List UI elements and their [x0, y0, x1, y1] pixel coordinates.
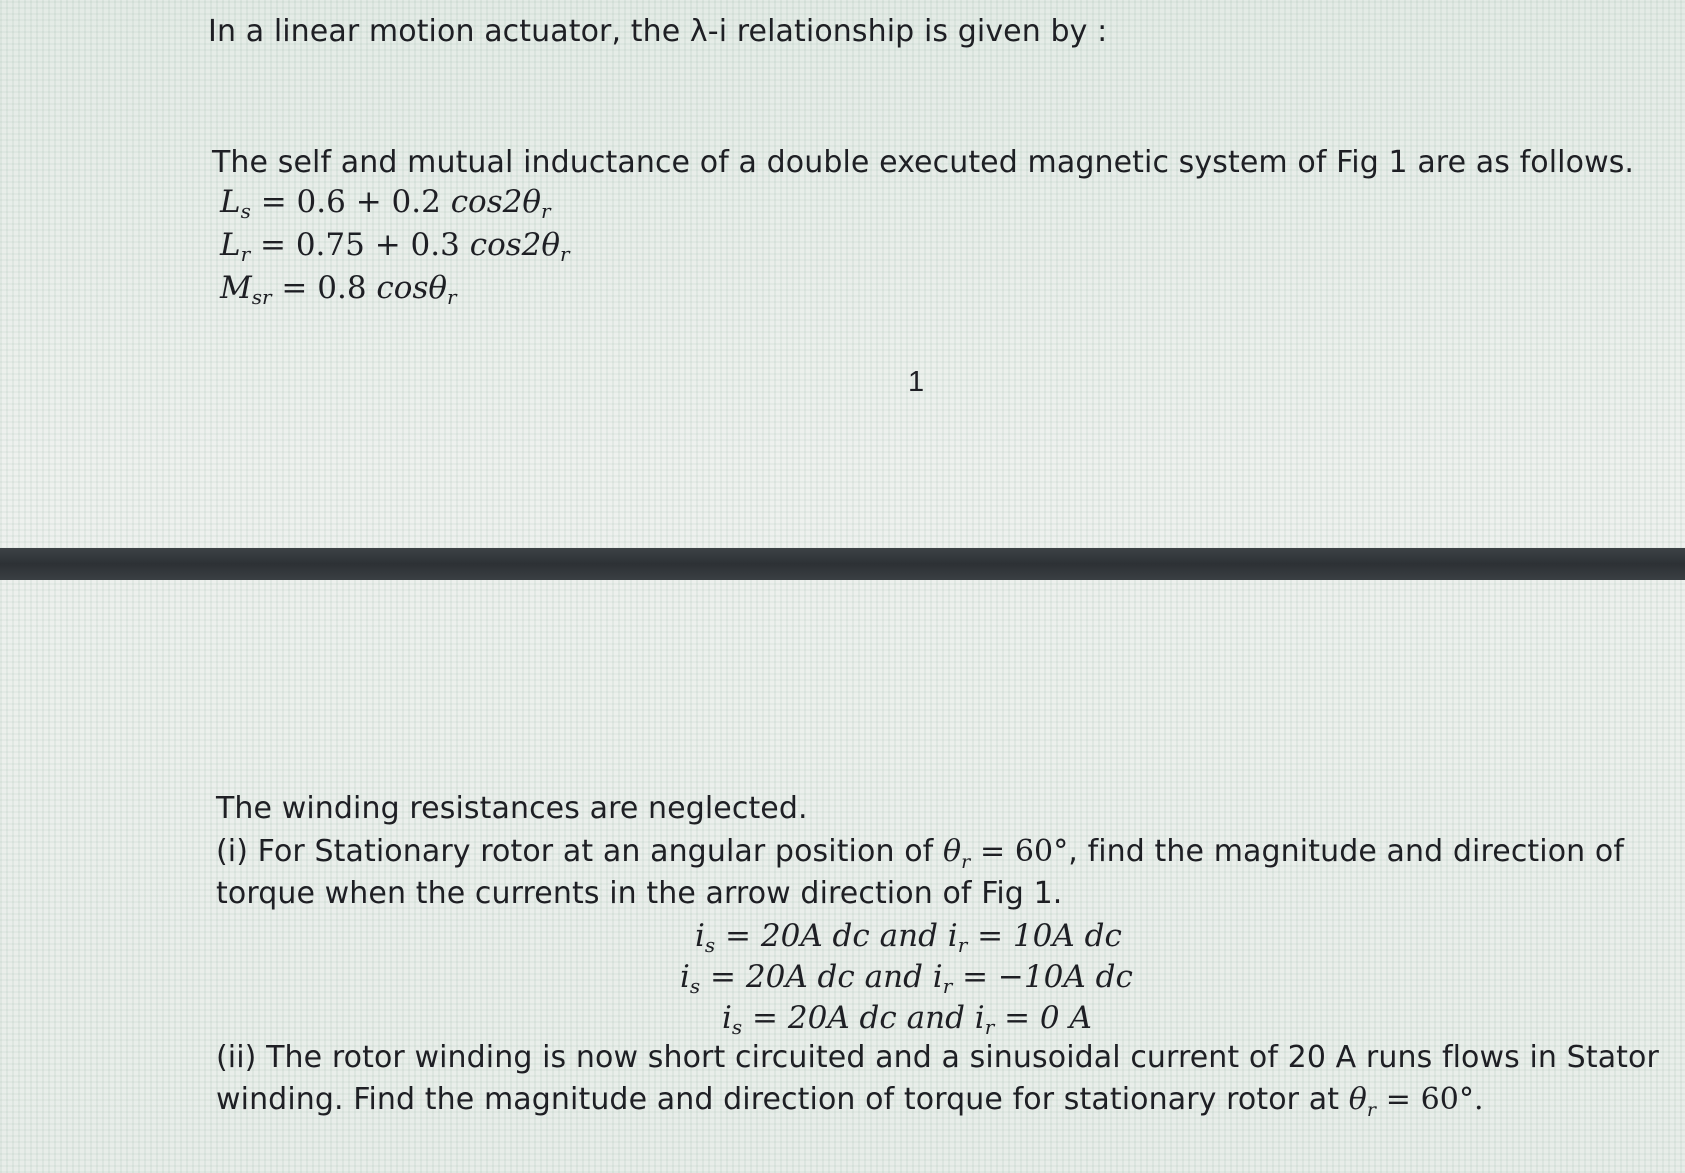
- current-case-3: $i_s = 20A$ dc and $i_r = 0$ A: [722, 1000, 1092, 1039]
- part-i-line2: torque when the currents in the arrow direction of Fig 1.: [216, 876, 1063, 911]
- intro-line: In a linear motion actuator, the λ-i relationship is given by :: [208, 14, 1108, 49]
- part-ii-line2: winding. Find the magnitude and direction of torque for stationary rotor at $\theta_r = 60^\circ$.: [216, 1082, 1484, 1121]
- equation-msr: $M_{sr} = 0.8$ cosθ$_r$: [220, 270, 457, 309]
- current-case-2: $i_s = 20A$ dc and $i_r = -10A$ dc: [680, 959, 1133, 998]
- equation-ls: $L_s = 0.6 + 0.2$ $\cos 2\theta_r$: [220, 184, 551, 223]
- current-case-1: $i_s = 20A$ dc and $i_r = 10A$ dc: [695, 918, 1122, 957]
- part-i-line1: (i) For Stationary rotor at an angular position of $\theta_r = 60^\circ$, find the magnitude and direction of: [216, 834, 1625, 873]
- inductance-intro: The self and mutual inductance of a double executed magnetic system of Fig 1 are as follows.: [212, 145, 1635, 180]
- resistance-line: The winding resistances are neglected.: [216, 791, 808, 826]
- part-ii-line1: (ii) The rotor winding is now short circuited and a sinusoidal current of 20 A runs flows in Stator: [216, 1040, 1659, 1075]
- top-document-panel: [0, 0, 1685, 548]
- monitor-bezel-divider: [0, 548, 1685, 580]
- equation-lr: $L_r = 0.75 + 0.3$ $\cos 2\theta_r$: [220, 227, 570, 266]
- bottom-document-panel: [0, 580, 1685, 1173]
- page-number: 1: [908, 366, 925, 398]
